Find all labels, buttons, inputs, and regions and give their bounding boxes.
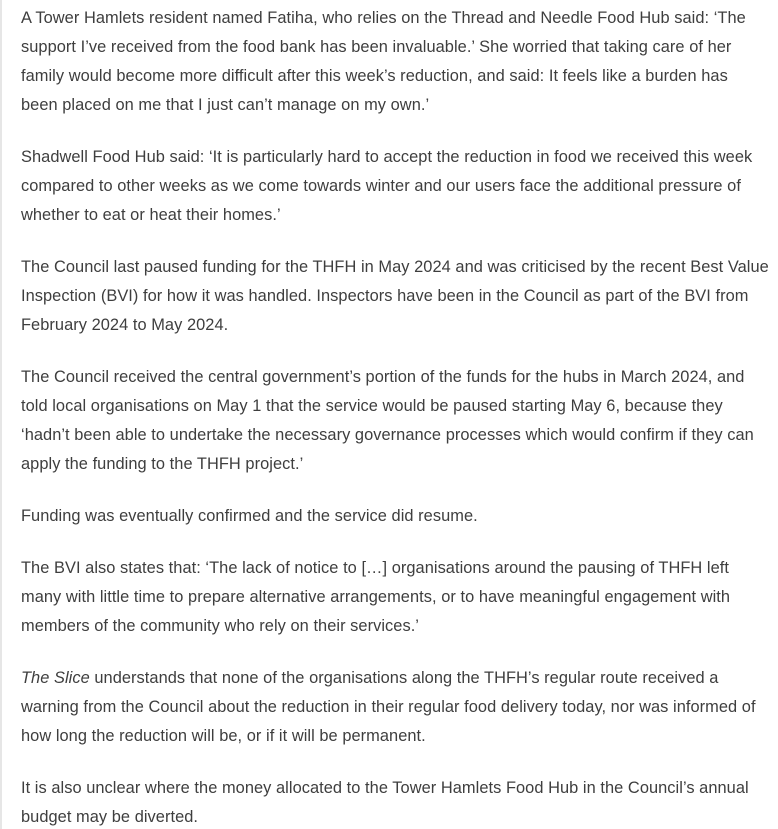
left-border [0, 0, 2, 829]
publication-name: The Slice [21, 669, 90, 687]
paragraph-slice-understands [21, 664, 769, 751]
paragraph-shadwell-quote: Shadwell Food Hub said: ‘It is particularly hard to accept the reduction in food we received this week compared to other weeks as we come towards winter and our users face the additional pressure of whether to eat or heat their homes.’ [21, 148, 753, 224]
paragraph-fatiha-quote: A Tower Hamlets resident named Fatiha, who relies on the Thread and Needle Food Hub said: ‘The support I’ve received from the food bank has been invaluable.’ She worried that taking care of her family would become more difficult after this week’s reduction, and said: It feels like a burden has been placed on me that I just can’t manage on my own.’ [21, 9, 746, 114]
paragraph-funding-confirmed: Funding was eventually confirmed and the service did resume. [21, 507, 478, 525]
paragraph-bvi-statement: The BVI also states that: ‘The lack of notice to […] organisations around the pausing of THFH left many with little time to prepare alternative arrangements, or to have meaningful engagement with members of the community who rely on their services.’ [21, 559, 731, 635]
slice-paragraph-text: understands that none of the organisations along the THFH’s regular route received a warning from the Council about the reduction in their regular food delivery today, nor was informed of how long the reduction will be, or if it will be permanent. [21, 669, 756, 745]
paragraph-council-paused: The Council last paused funding for the THFH in May 2024 and was criticised by the recent Best Value Inspection (BVI) for how it was handled. Inspectors have been in the Council as part of the BVI from February 2024 to May 2024. [21, 258, 769, 334]
paragraph-central-funds: The Council received the central government’s portion of the funds for the hubs in March 2024, and told local organisations on May 1 that the service would be paused starting May 6, because they ‘hadn’t been able to undertake the necessary governance processes which would confirm if they can apply the funding to the THFH project.’ [21, 368, 754, 473]
article-body [21, 4, 769, 829]
paragraph-budget-unclear: It is also unclear where the money allocated to the Tower Hamlets Food Hub in the Council’s annual budget may be diverted. [21, 779, 749, 826]
